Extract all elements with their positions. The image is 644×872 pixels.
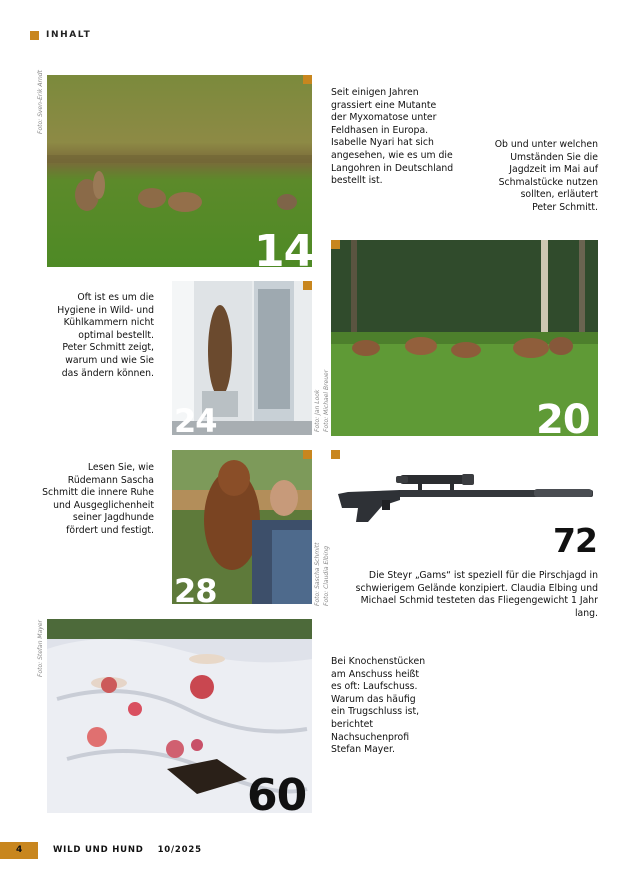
hares-photo-credit: Foto: Sven-Erik Arndt [37, 70, 44, 134]
ruedemann-teaser: Lesen Sie, wie Rüdemann Sascha Schmitt die innere Ruhe und Ausgeglichenheit seiner Jagdhunde fördert und festigt. [42, 462, 154, 536]
hares-marker [303, 75, 312, 84]
steyr-page-number: 72 [553, 521, 597, 560]
deer-marker [331, 240, 340, 249]
knochen-teaser: Bei Knochenstücken am Anschuss heißt es oft: Laufschuss. Warum das häufig ein Trugschluss ist, berichtet Nachsuchenprofi Stefan Mayer. [331, 656, 426, 756]
knochen-page-number: 60 [247, 770, 307, 821]
hunter-dog-marker [303, 450, 312, 459]
section-marker [30, 31, 39, 40]
jagdzeit-teaser: Ob und unter welchen Umständen Sie die Jagdzeit im Mai auf Schmalstücke nutzen sollten, erläutert Peter Schmitt. [494, 139, 598, 213]
rifle-marker [331, 450, 340, 459]
hares-page-number: 14 [254, 226, 314, 277]
jagdzeit-photo-credit: Foto: Michael Breuer [323, 369, 330, 432]
ruedemann-page-number: 28 [174, 572, 217, 610]
steyr-teaser: Die Steyr „Gams“ ist speziell für die Pirschjagd in schwierigem Gelände konzipiert. Claudia Elbing und Michael Schmid testeten das Fliegengewicht 1 Jahr lang. [355, 570, 598, 619]
coldroom-marker [303, 281, 312, 290]
hares-teaser: Seit einigen Jahren grassiert eine Mutante der Myxomatose unter Feldhasen in Europa. Isabelle Nyari hat sich angesehen, wie es um die Langohren in Deutschland bestellt ist. [331, 87, 454, 187]
footer-issue: 10/2025 [157, 845, 202, 855]
footer-magazine-name: WILD UND HUND [53, 845, 144, 855]
steyr-photo-credit: Foto: Claudia Elbing [323, 545, 330, 606]
ruedemann-photo-credit: Foto: Sascha Schmitt [314, 542, 321, 606]
hygiene-teaser: Oft ist es um die Hygiene in Wild- und Kühlkammern nicht optimal bestellt. Peter Schmitt zeigt, warum und wie Sie das ändern können. [57, 292, 154, 379]
jagdzeit-page-number: 20 [536, 397, 590, 443]
footer-magazine [53, 845, 202, 855]
footer-page-number: 4 [16, 845, 23, 855]
knochen-photo-credit: Foto: Stefan Mayer [37, 620, 44, 677]
hygiene-photo-credit: Foto: Jan Look [314, 389, 321, 432]
section-title: INHALT [46, 30, 92, 40]
hygiene-page-number: 24 [174, 402, 217, 440]
